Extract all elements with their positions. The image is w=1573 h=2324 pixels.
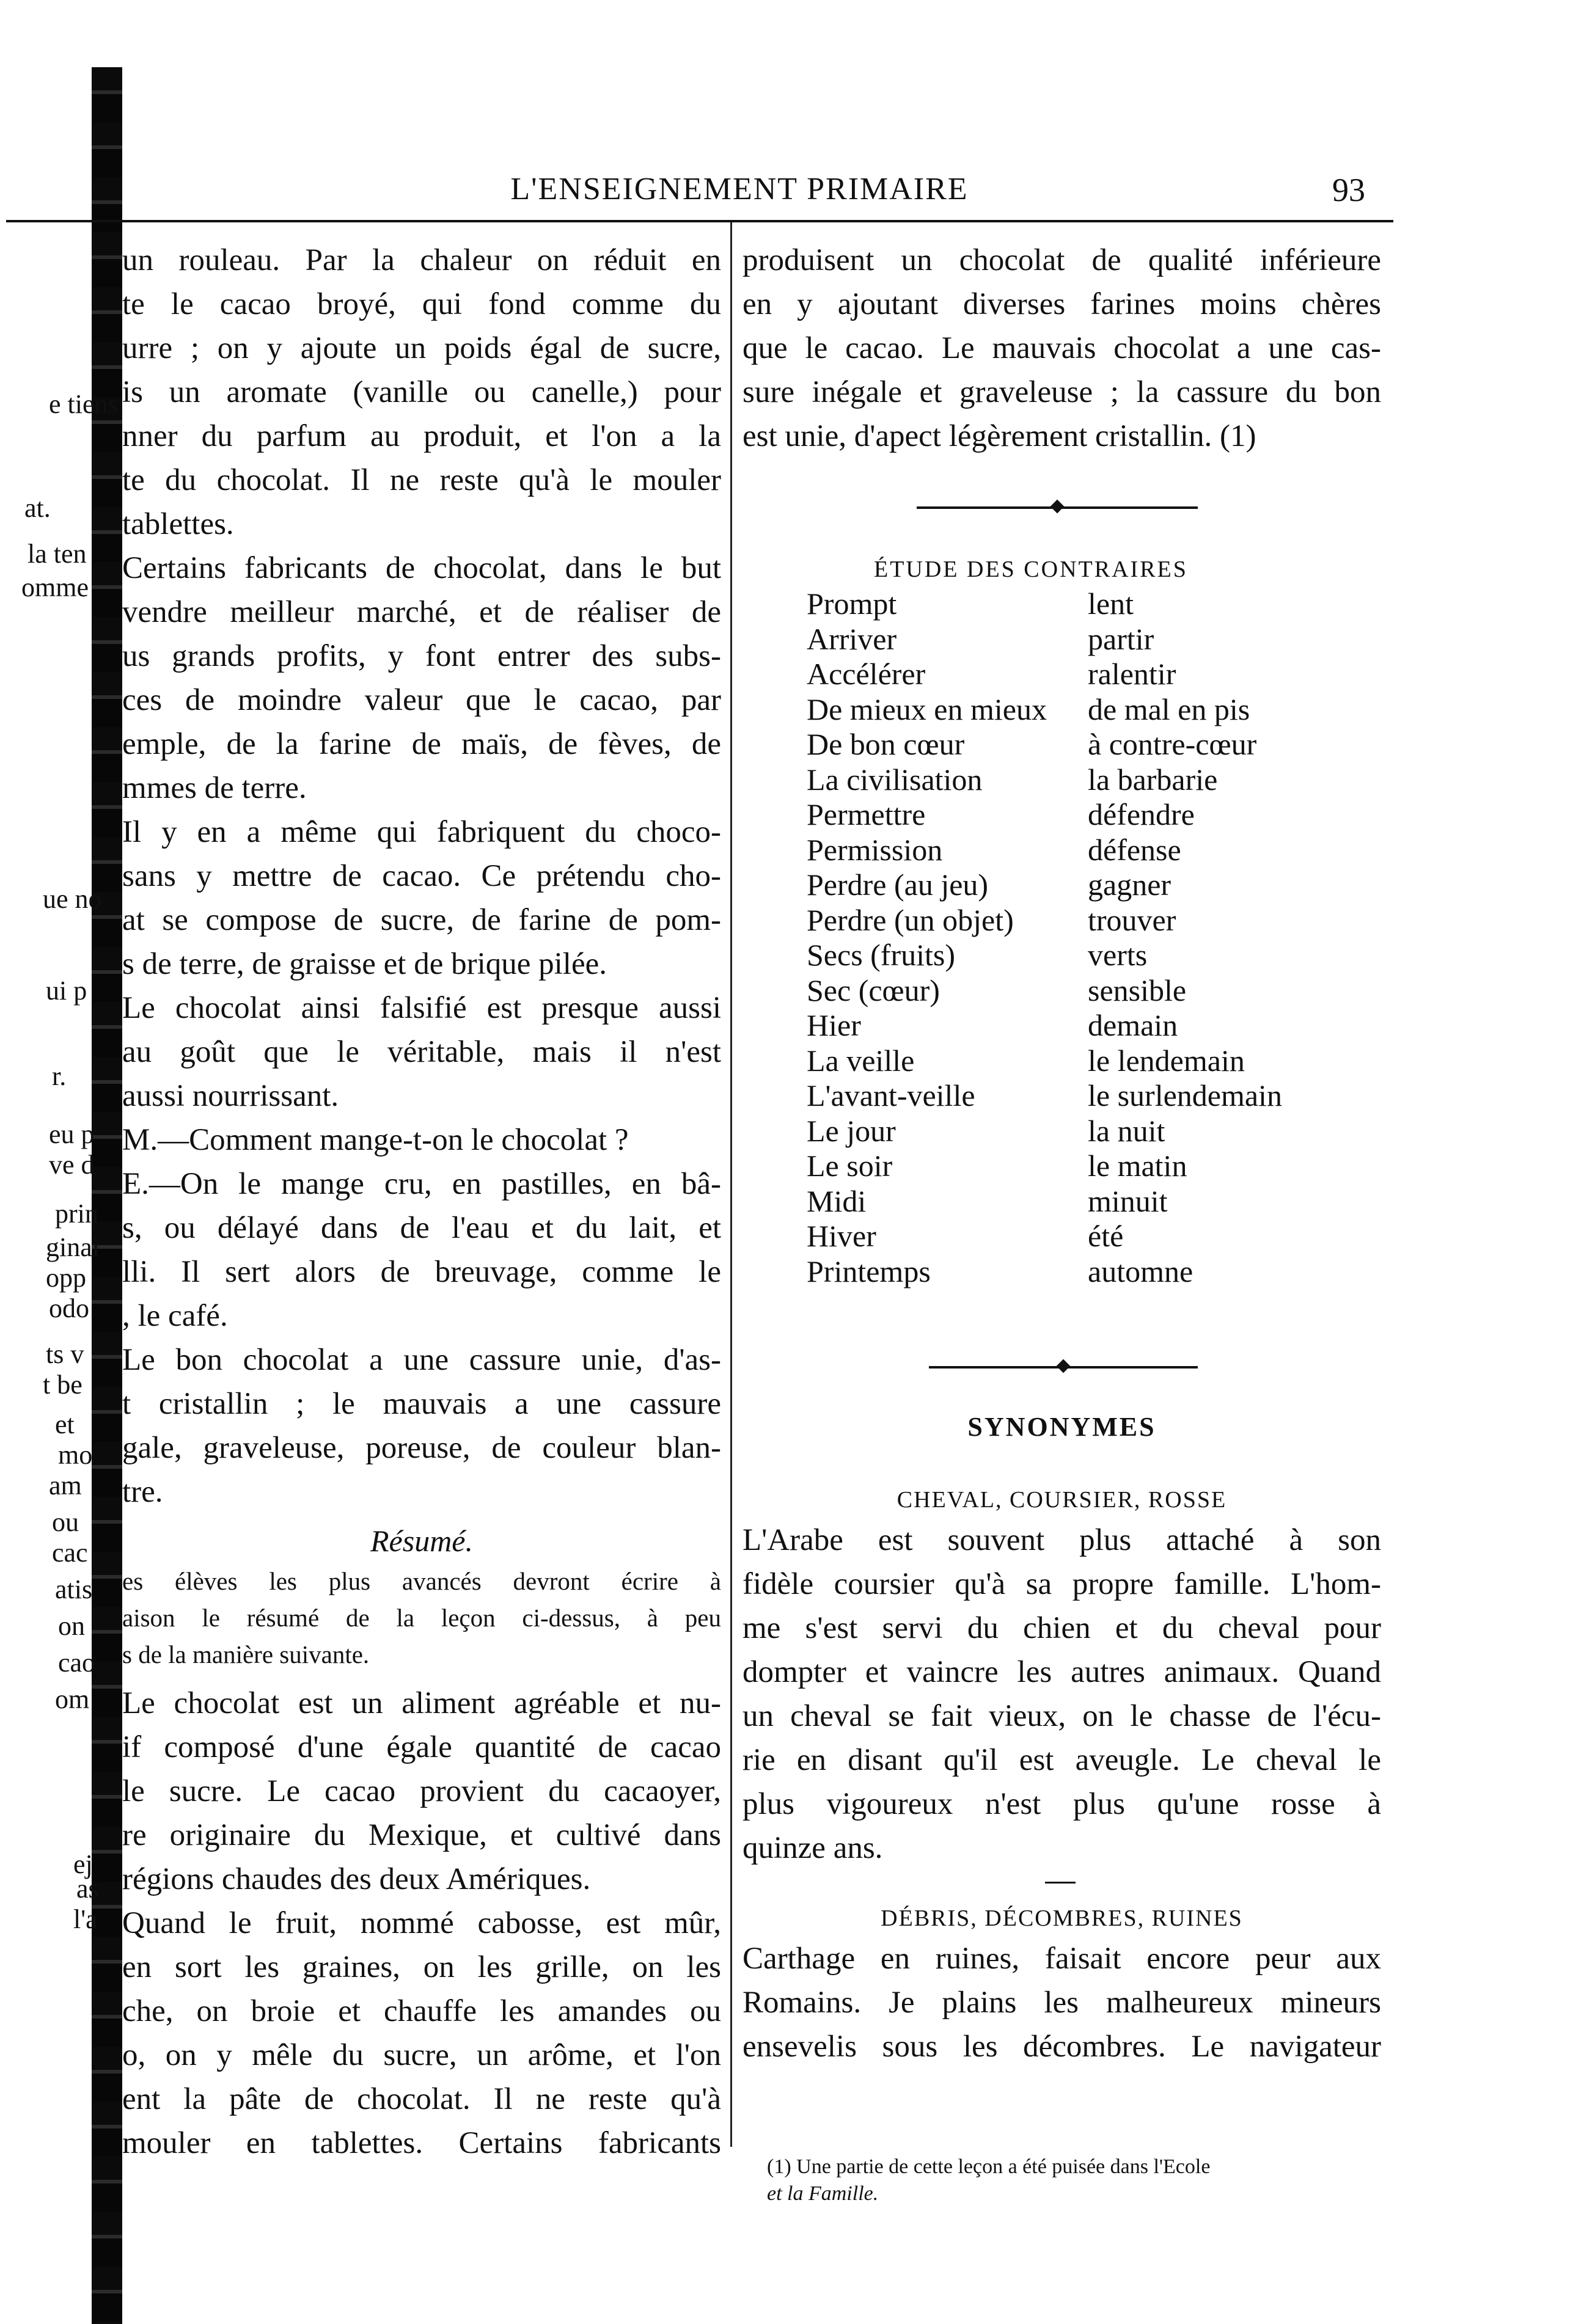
margin-fragment: at.	[24, 493, 51, 523]
contrary-word: Permission	[807, 832, 943, 867]
text-line: fidèle coursier qu'à sa propre famille. L'hom-	[743, 1567, 1381, 1601]
text-line: E.—On le mange cru, en pastilles, en bâ-	[122, 1167, 721, 1201]
margin-fragment: ou	[52, 1507, 79, 1537]
contrary-word: De mieux en mieux	[807, 692, 1047, 726]
contrary-opposite: automne	[1088, 1254, 1194, 1288]
text-line: us grands profits, y font entrer des subs-	[122, 639, 721, 673]
margin-fragment: t be	[43, 1370, 82, 1400]
contrary-word: Le jour	[807, 1113, 896, 1148]
text-line: me s'est servi du chien et du cheval pour	[743, 1611, 1381, 1645]
contrary-row	[807, 973, 1357, 1009]
text-line: L'Arabe est souvent plus attaché à son	[743, 1523, 1381, 1557]
text-line: Le bon chocolat a une cassure unie, d'as-	[122, 1343, 721, 1377]
contrary-row	[807, 833, 1357, 868]
text-line: un rouleau. Par la chaleur on réduit en	[122, 243, 721, 277]
contrary-word: Permettre	[807, 797, 926, 831]
column-divider	[730, 222, 732, 2147]
contrary-row	[807, 1149, 1357, 1184]
text-line: is un aromate (vanille ou canelle,) pour	[122, 375, 721, 409]
text-line: Quand le fruit, nommé cabosse, est mûr,	[122, 1906, 721, 1940]
text-line: s, ou délayé dans de l'eau et du lait, et	[122, 1211, 721, 1245]
running-header-title: L'ENSEIGNEMENT PRIMAIRE	[510, 172, 969, 206]
text-line: tablettes.	[122, 507, 234, 541]
text-line: ensevelis sous les décombres. Le navigateur	[743, 2030, 1381, 2064]
text-line: le sucre. Le cacao provient du cacaoyer,	[122, 1774, 721, 1808]
text-line: aison le résumé de la leçon ci-dessus, à peu	[122, 1604, 721, 1632]
ornament-rule-2	[929, 1366, 1198, 1368]
text-line: at se compose de sucre, de farine de pom-	[122, 903, 721, 937]
contrary-row	[807, 692, 1357, 728]
text-line: es élèves les plus avancés devront écrire à	[122, 1567, 721, 1595]
margin-fragment: cao	[58, 1648, 96, 1678]
page-number: 93	[1332, 172, 1365, 208]
contrary-word: De bon cœur	[807, 727, 965, 761]
contrary-row	[807, 1043, 1357, 1079]
text-line: Carthage en ruines, faisait encore peur aux	[743, 1942, 1381, 1976]
margin-fragment: omme	[21, 572, 89, 602]
margin-fragment: ue no	[43, 884, 102, 914]
margin-fragment: ts v	[46, 1339, 84, 1369]
contrary-row	[807, 797, 1357, 833]
resume-text	[122, 1681, 721, 2165]
margin-fragment: on	[58, 1611, 85, 1641]
text-line: est unie, d'apect légèrement cristallin. (1)	[743, 419, 1256, 453]
text-line: if composé d'une égale quantité de cacao	[122, 1730, 721, 1764]
contrary-opposite: à contre-cœur	[1088, 727, 1257, 761]
text-line: gale, graveleuse, poreuse, de couleur blan-	[122, 1431, 721, 1465]
margin-fragment: la ten	[28, 539, 87, 569]
text-line: urre ; on y ajoute un poids égal de sucre,	[122, 331, 721, 365]
margin-fragment: ui p	[46, 976, 87, 1006]
contrary-word: Hier	[807, 1008, 861, 1042]
margin-fragment: ginai	[46, 1232, 100, 1262]
text-line: emple, de la farine de maïs, de fèves, de	[122, 727, 721, 761]
contrary-opposite: ralentir	[1088, 657, 1176, 691]
contrary-opposite: demain	[1088, 1008, 1178, 1042]
synonym-group-2-text	[743, 1937, 1381, 2069]
contrary-word: Printemps	[807, 1254, 931, 1288]
margin-fragment: odo	[49, 1293, 89, 1323]
text-line: au goût que le véritable, mais il n'est	[122, 1035, 721, 1069]
contrary-row	[807, 657, 1357, 692]
contrary-word: Prompt	[807, 586, 897, 621]
contrary-opposite: lent	[1088, 586, 1134, 621]
footnote-line-1: (1) Une partie de cette leçon a été puisée dans l'Ecole	[767, 2155, 1211, 2178]
resume-title: Résumé.	[370, 1524, 473, 1558]
text-line: aussi nourrissant.	[122, 1079, 339, 1113]
text-line: mouler en tablettes. Certains fabricants	[122, 2126, 721, 2160]
margin-fragment: r.	[52, 1061, 67, 1091]
text-line: Certains fabricants de chocolat, dans le but	[122, 551, 721, 585]
footnote	[767, 2154, 1378, 2207]
text-line: Romains. Je plains les malheureux mineurs	[743, 1986, 1381, 2020]
text-line: en y ajoutant diverses farines moins chères	[743, 287, 1381, 321]
contrary-opposite: sensible	[1088, 973, 1187, 1007]
resume-instructions	[122, 1563, 721, 1673]
contrary-opposite: le surlendemain	[1088, 1078, 1282, 1113]
margin-fragment: cac	[52, 1538, 88, 1568]
text-line: régions chaudes des deux Amériques.	[122, 1862, 591, 1896]
margin-fragment: mo	[58, 1440, 93, 1470]
text-line: rie en disant qu'il est aveugle. Le cheval le	[743, 1743, 1381, 1777]
left-column-text	[122, 238, 721, 1514]
footnote-line-2: et la Famille.	[767, 2182, 879, 2205]
contrary-opposite: la nuit	[1088, 1113, 1165, 1148]
contrary-row	[807, 622, 1357, 657]
margin-fragment: atis	[55, 1574, 93, 1604]
contrary-word: Sec (cœur)	[807, 973, 940, 1007]
synonym-group-2-subtitle: DÉBRIS, DÉCOMBRES, RUINES	[881, 1906, 1243, 1931]
contrary-opposite: été	[1088, 1219, 1124, 1253]
margin-fragment: ve d	[49, 1150, 95, 1180]
contrary-word: L'avant-veille	[807, 1078, 975, 1113]
synonym-group-1	[743, 1482, 1381, 1870]
contrary-opposite: la barbarie	[1088, 762, 1218, 797]
text-line: re originaire du Mexique, et cultivé dans	[122, 1818, 721, 1852]
synonym-group-2	[743, 1900, 1381, 2069]
contrary-opposite: défendre	[1088, 797, 1195, 831]
contrary-row	[807, 938, 1357, 973]
contrary-row	[807, 727, 1357, 762]
text-line: ent la pâte de chocolat. Il ne reste qu'à	[122, 2082, 721, 2116]
text-line: Il y en a même qui fabriquent du choco-	[122, 815, 721, 849]
text-line: quinze ans.	[743, 1831, 883, 1865]
contrary-word: Hiver	[807, 1219, 876, 1253]
text-line: t cristallin ; le mauvais a une cassure	[122, 1387, 721, 1421]
text-line: M.—Comment mange-t-on le chocolat ?	[122, 1123, 629, 1157]
text-line: s de la manière suivante.	[122, 1640, 370, 1668]
margin-fragment: opp	[46, 1263, 86, 1293]
contrary-word: La civilisation	[807, 762, 983, 797]
contrary-word: Arriver	[807, 621, 897, 656]
contraries-title: ÉTUDE DES CONTRAIRES	[874, 557, 1188, 582]
text-line: o, on y mêle du sucre, un arôme, et l'on	[122, 2038, 721, 2072]
contrary-row	[807, 868, 1357, 903]
margin-fragment: e tiens	[49, 389, 119, 419]
contraries-table	[807, 586, 1357, 1289]
contrary-word: Perdre (au jeu)	[807, 868, 989, 902]
contrary-row	[807, 1008, 1357, 1043]
text-line: che, on broie et chauffe les amandes ou	[122, 1994, 721, 2028]
ornament-rule-1	[917, 506, 1198, 509]
contrary-row	[807, 762, 1357, 798]
text-line: ces de moindre valeur que le cacao, par	[122, 683, 721, 717]
contrary-opposite: trouver	[1088, 902, 1176, 937]
right-column	[743, 238, 1381, 458]
margin-fragment: om	[55, 1684, 90, 1714]
contrary-word: La veille	[807, 1043, 915, 1078]
contrary-opposite: partir	[1088, 621, 1154, 656]
contrary-row	[807, 586, 1357, 622]
text-line: tre.	[122, 1475, 163, 1509]
margin-fragment: et	[55, 1409, 75, 1439]
contrary-opposite: défense	[1088, 832, 1181, 867]
contrary-opposite: minuit	[1088, 1183, 1168, 1218]
text-line: lli. Il sert alors de breuvage, comme le	[122, 1255, 721, 1289]
contrary-row	[807, 903, 1357, 938]
contrary-word: Secs (fruits)	[807, 938, 955, 972]
text-line: en sort les graines, on les grille, on les	[122, 1950, 721, 1984]
margin-fragment: l'a	[73, 1904, 98, 1934]
right-intro-text	[743, 238, 1381, 458]
contrary-row	[807, 1254, 1357, 1290]
text-line: te du chocolat. Il ne reste qu'à le mouler	[122, 463, 721, 497]
margin-fragment: as	[76, 1874, 99, 1904]
margin-fragment: prin	[55, 1199, 98, 1229]
contrary-opposite: le lendemain	[1088, 1043, 1245, 1078]
text-line: mmes de terre.	[122, 771, 307, 805]
contrary-row	[807, 1078, 1357, 1114]
margin-fragment: ej	[73, 1849, 93, 1879]
margin-fragment: am	[49, 1471, 82, 1500]
contrary-opposite: verts	[1088, 938, 1148, 972]
text-line: dompter et vaincre les autres animaux. Quand	[743, 1655, 1381, 1689]
contrary-row	[807, 1114, 1357, 1149]
contrary-word: Accélérer	[807, 657, 926, 691]
synonym-group-1-text	[743, 1518, 1381, 1870]
text-line: , le café.	[122, 1299, 228, 1333]
contrary-word: Midi	[807, 1183, 867, 1218]
text-line: Le chocolat ainsi falsifié est presque aussi	[122, 991, 721, 1025]
margin-fragment: eu p	[49, 1119, 95, 1149]
section-dash	[1045, 1882, 1076, 1884]
facing-page-fragments	[0, 389, 119, 2285]
text-line: que le cacao. Le mauvais chocolat a une cas-	[743, 331, 1381, 365]
contrary-opposite: de mal en pis	[1088, 692, 1250, 726]
synonyms-title: SYNONYMES	[967, 1412, 1156, 1442]
text-line: Le chocolat est un aliment agréable et nu-	[122, 1686, 721, 1720]
contrary-opposite: le matin	[1088, 1149, 1187, 1183]
text-line: nner du parfum au produit, et l'on a la	[122, 419, 721, 453]
contrary-word: Le soir	[807, 1149, 893, 1183]
contrary-word: Perdre (un objet)	[807, 902, 1014, 937]
text-line: vendre meilleur marché, et de réaliser de	[122, 595, 721, 629]
header-rule	[6, 220, 1393, 222]
synonym-group-1-subtitle: CHEVAL, COURSIER, ROSSE	[897, 1487, 1227, 1513]
text-line: plus vigoureux n'est plus qu'une rosse à	[743, 1787, 1381, 1821]
text-line: sans y mettre de cacao. Ce prétendu cho-	[122, 859, 721, 893]
text-line: sure inégale et graveleuse ; la cassure du bon	[743, 375, 1381, 409]
text-line: produisent un chocolat de qualité inférieure	[743, 243, 1381, 277]
left-column	[122, 238, 721, 2165]
text-line: un cheval se fait vieux, on le chasse de l'écu-	[743, 1699, 1381, 1733]
text-line: s de terre, de graisse et de brique pilée.	[122, 947, 607, 981]
text-line: te le cacao broyé, qui fond comme du	[122, 287, 721, 321]
contrary-opposite: gagner	[1088, 868, 1172, 902]
contrary-row	[807, 1184, 1357, 1219]
contrary-row	[807, 1219, 1357, 1254]
